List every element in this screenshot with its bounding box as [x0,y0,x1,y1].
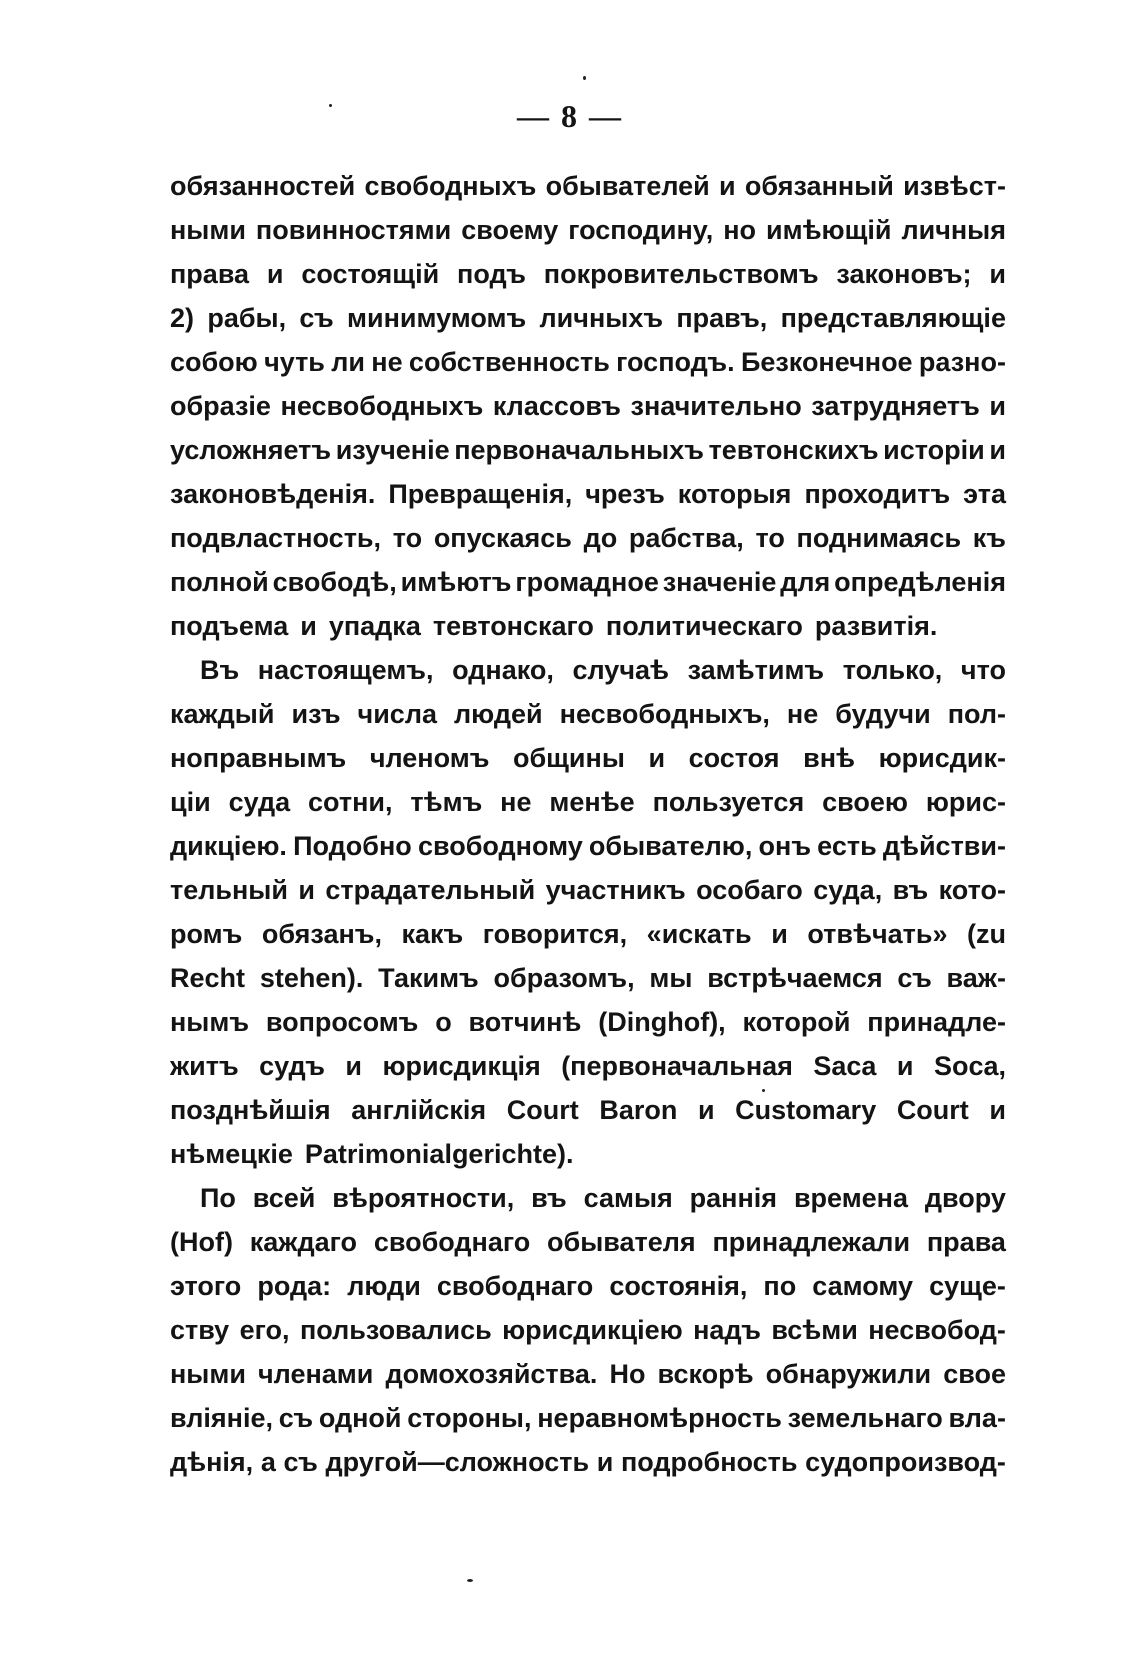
word: личныя [901,215,1006,245]
word: нѣмецкіе [170,1139,293,1169]
text-line [170,868,1006,912]
word: то [392,523,423,553]
text-line [170,1220,1006,1264]
word: тевтонскихъ [708,435,879,465]
word: ными [170,215,246,245]
text-line [170,472,1006,516]
word: и [298,875,315,905]
word: участникъ [545,875,686,905]
word: несвободныхъ [280,391,484,421]
word: кото- [938,875,1006,905]
word: правъ, [676,303,768,333]
word: юрис- [925,787,1006,817]
word: и [596,1447,614,1477]
word: собою [170,347,258,377]
word: одной [318,1403,402,1433]
word: затрудняетъ [811,391,980,421]
word: рабы, [207,303,287,333]
word: всей [252,1183,316,1213]
word: которыя [677,479,792,509]
word: свободѣ, [272,567,397,597]
word: юрисдикціею [502,1315,683,1345]
word: подъема [170,611,289,641]
word: По [200,1183,236,1213]
word: самыя [583,1183,673,1213]
word: 2) [170,303,195,333]
word: вѣроятности, [332,1183,515,1213]
text-line [170,1308,1006,1352]
word: собственность [408,347,610,377]
word: поднимаясь [796,523,962,553]
word: Въ [200,655,240,685]
word: и [719,171,736,201]
word: менѣе [549,787,635,817]
word: первоначальныхъ [454,435,704,465]
word: имѣютъ [400,567,512,597]
word: обязанъ, [261,919,382,949]
word: только, [842,655,943,685]
word: имѣющій [766,215,892,245]
word: обязанностей [170,171,356,201]
text-line [170,340,1006,384]
word: подробность [620,1447,798,1477]
word: членами [258,1359,374,1389]
word: чуть [264,347,325,377]
word: тельный [170,875,288,905]
word: классовъ [492,391,621,421]
word: ли [331,347,365,377]
word: числа [357,699,437,729]
word: своею [822,787,908,817]
word: тѣмъ [410,787,483,817]
text-line [170,1440,1006,1484]
page-number: — 8 — [517,98,623,134]
word: суще- [929,1271,1006,1301]
word: проходитъ [804,479,951,509]
word: свободному [417,831,583,861]
word: пользуется [652,787,805,817]
text-line [170,384,1006,428]
text-body [170,164,1006,1484]
word: другой—сложность [325,1447,590,1477]
word: подъ [457,259,526,289]
word: люди [347,1271,421,1301]
text-line [170,1132,1006,1176]
word: изъ [291,699,341,729]
scan-speck [329,104,332,107]
word: страдательный [325,875,536,905]
text-line [170,1352,1006,1396]
word: и [896,1051,914,1081]
word: принадлежали [712,1227,911,1257]
word: повинностями [255,215,452,245]
word: и [989,435,1006,465]
word: (zu [967,919,1006,949]
word: (первоначальная [561,1051,793,1081]
word: ціи [170,787,211,817]
word: общины [512,743,625,773]
word: обязанный [744,171,894,201]
word: юрисдик- [878,743,1006,773]
word: суда, [813,875,883,905]
word: случаѣ [572,655,669,685]
word: раннія [689,1183,778,1213]
paragraph-2 [170,648,1006,1176]
word: образомъ, [493,963,635,993]
word: и [266,259,284,289]
word: вліяніе, [170,1403,273,1433]
word: ству [170,1315,230,1345]
word: Soca, [933,1051,1006,1081]
word: съ [299,303,334,333]
word: сотни, [308,787,393,817]
paragraph-3 [170,1176,1006,1484]
text-line [170,296,1006,340]
word: состоянія, [609,1271,748,1301]
word: «искать [646,919,752,949]
word: его, [239,1315,290,1345]
word: громадное [515,567,659,597]
word: людей [454,699,543,729]
word: всѣми [771,1315,858,1345]
word: чрезъ [585,479,665,509]
word: надъ [693,1315,761,1345]
word: несвобод- [868,1315,1006,1345]
scan-speck [762,1089,765,1092]
word: однако, [452,655,554,685]
word: опредѣленія [834,567,1006,597]
word: важ- [946,963,1006,993]
word: самому [812,1271,914,1301]
word: съ [897,963,932,993]
word: позднѣйшія [170,1095,331,1125]
word: тевтонскаго [432,611,594,641]
word: (Hof) [170,1227,233,1257]
word: господину, [568,215,714,245]
word: и [771,919,788,949]
word: Patrimonialgerichte). [304,1139,574,1169]
text-line [170,604,1006,648]
word: пол- [947,699,1006,729]
word: суда [228,787,291,817]
word: пользовались [299,1315,492,1345]
word: домохозяйства. [385,1359,598,1389]
word: судъ [259,1051,325,1081]
word: двору [924,1183,1006,1213]
word: отвѣчать» [807,919,948,949]
text-line [170,560,1006,604]
word: минимумомъ [347,303,527,333]
word: свое [943,1359,1006,1389]
text-line [170,824,1006,868]
paragraph-1 [170,164,1006,648]
word: говорится, [482,919,628,949]
word: исторіи [883,435,985,465]
text-line [170,1396,1006,1440]
word: вопросомъ [265,1007,419,1037]
word: житъ [170,1051,239,1081]
word: въ [892,875,929,905]
word: и [648,743,666,773]
word: права [926,1227,1006,1257]
word: ными [170,1359,246,1389]
word: съ [278,1403,314,1433]
word: эта [963,479,1006,509]
text-line [170,956,1006,1000]
word: есть [817,831,877,861]
word: и [989,259,1006,289]
word: Но [609,1359,646,1389]
text-line [170,516,1006,560]
word: извѣст- [903,171,1006,201]
word: этого [170,1271,242,1301]
word: обывателю, [588,831,753,861]
word: (Dinghof), [598,1007,726,1037]
word: вотчинѣ [468,1007,582,1037]
text-line [170,1088,1006,1132]
word: свободнаго [436,1271,594,1301]
word: а [260,1447,276,1477]
word: не [786,699,819,729]
word: и [989,391,1006,421]
word: но [723,215,757,245]
word: несвободныхъ, [559,699,770,729]
word: господъ. [616,347,735,377]
word: опускаясь [433,523,572,553]
word: англійскія [351,1095,487,1125]
word: свободнаго [373,1227,531,1257]
word: неравномѣрность [537,1403,782,1433]
text-line [170,252,1006,296]
word: дѣнія, [170,1447,254,1477]
word: обывателей [545,171,710,201]
scan-speck [467,1579,473,1582]
word: усложняетъ [170,435,332,465]
word: подвластность, [170,523,382,553]
word: юрисдикція [382,1051,541,1081]
word: съ [283,1447,318,1477]
word: которой [742,1007,851,1037]
word: членомъ [369,743,490,773]
word: особаго [696,875,803,905]
word: ромъ [170,919,243,949]
word: каждый [170,699,275,729]
word: Безконечное [740,347,913,377]
text-line [170,912,1006,956]
text-line [170,1264,1006,1308]
word: и [300,611,317,641]
word: по [763,1271,797,1301]
word: онъ [758,831,811,861]
word: stehen). [259,963,364,993]
word: развитія. [814,611,938,641]
word: свободныхъ [364,171,537,201]
word: Такимъ [378,963,479,993]
word: настоящемъ, [257,655,434,685]
word: Court [506,1095,579,1125]
word: что [960,655,1006,685]
word: полной [170,567,269,597]
word: рабства, [628,523,744,553]
text-line [170,736,1006,780]
word: образіе [170,391,271,421]
word: замѣтимъ [687,655,825,685]
word: и [989,1095,1006,1125]
word: въ [531,1183,567,1213]
word: дѣйстви- [882,831,1006,861]
text-line [170,428,1006,472]
word: внѣ [803,743,856,773]
word: обнаружили [765,1359,932,1389]
word: судопроизвод- [805,1447,1006,1477]
word: дикціею. [170,831,287,861]
word: значеніе [662,567,777,597]
word: какъ [401,919,464,949]
word: каждаго [249,1227,357,1257]
word: ноправнымъ [170,743,347,773]
word: законовъ; [836,259,972,289]
word: не [500,787,532,817]
word: Recht [170,963,246,993]
word: къ [972,523,1006,553]
word: мы [649,963,693,993]
word: Customary [735,1095,877,1125]
scan-speck [583,76,586,80]
word: будучи [835,699,931,729]
word: рода: [257,1271,332,1301]
word: встрѣчаемся [707,963,883,993]
word: права [170,259,250,289]
word: законовѣденія. [170,479,376,509]
word: вла- [948,1403,1006,1433]
text-line [170,780,1006,824]
word: Baron [599,1095,678,1125]
word: для [780,567,831,597]
word: представляющіе [780,303,1006,333]
word: Превращенія, [388,479,573,509]
word: состоящій [301,259,440,289]
word: личныхъ [539,303,664,333]
text-line [170,648,1006,692]
word: упадка [328,611,421,641]
word: политическаго [605,611,803,641]
text-line [170,1000,1006,1044]
text-line [170,692,1006,736]
text-line [170,208,1006,252]
word: то [755,523,785,553]
word: Court [896,1095,969,1125]
word: нымъ [170,1007,250,1037]
text-line [170,1044,1006,1088]
word: Подобно [293,831,412,861]
word: земельнаго [787,1403,943,1433]
word: о [435,1007,452,1037]
word: вскорѣ [657,1359,754,1389]
word: состоя [688,743,780,773]
word: и [345,1051,362,1081]
word: покровительствомъ [543,259,819,289]
word: разно- [918,347,1006,377]
text-line [170,1176,1006,1220]
word: стороны, [407,1403,532,1433]
word: времена [793,1183,909,1213]
word: и [697,1095,715,1125]
word: обывателя [547,1227,696,1257]
word: Saca [813,1051,877,1081]
word: принадле- [867,1007,1006,1037]
word: изученіе [335,435,450,465]
word: до [583,523,618,553]
word: значительно [630,391,802,421]
word: своему [461,215,559,245]
text-line [170,164,1006,208]
word: не [371,347,403,377]
